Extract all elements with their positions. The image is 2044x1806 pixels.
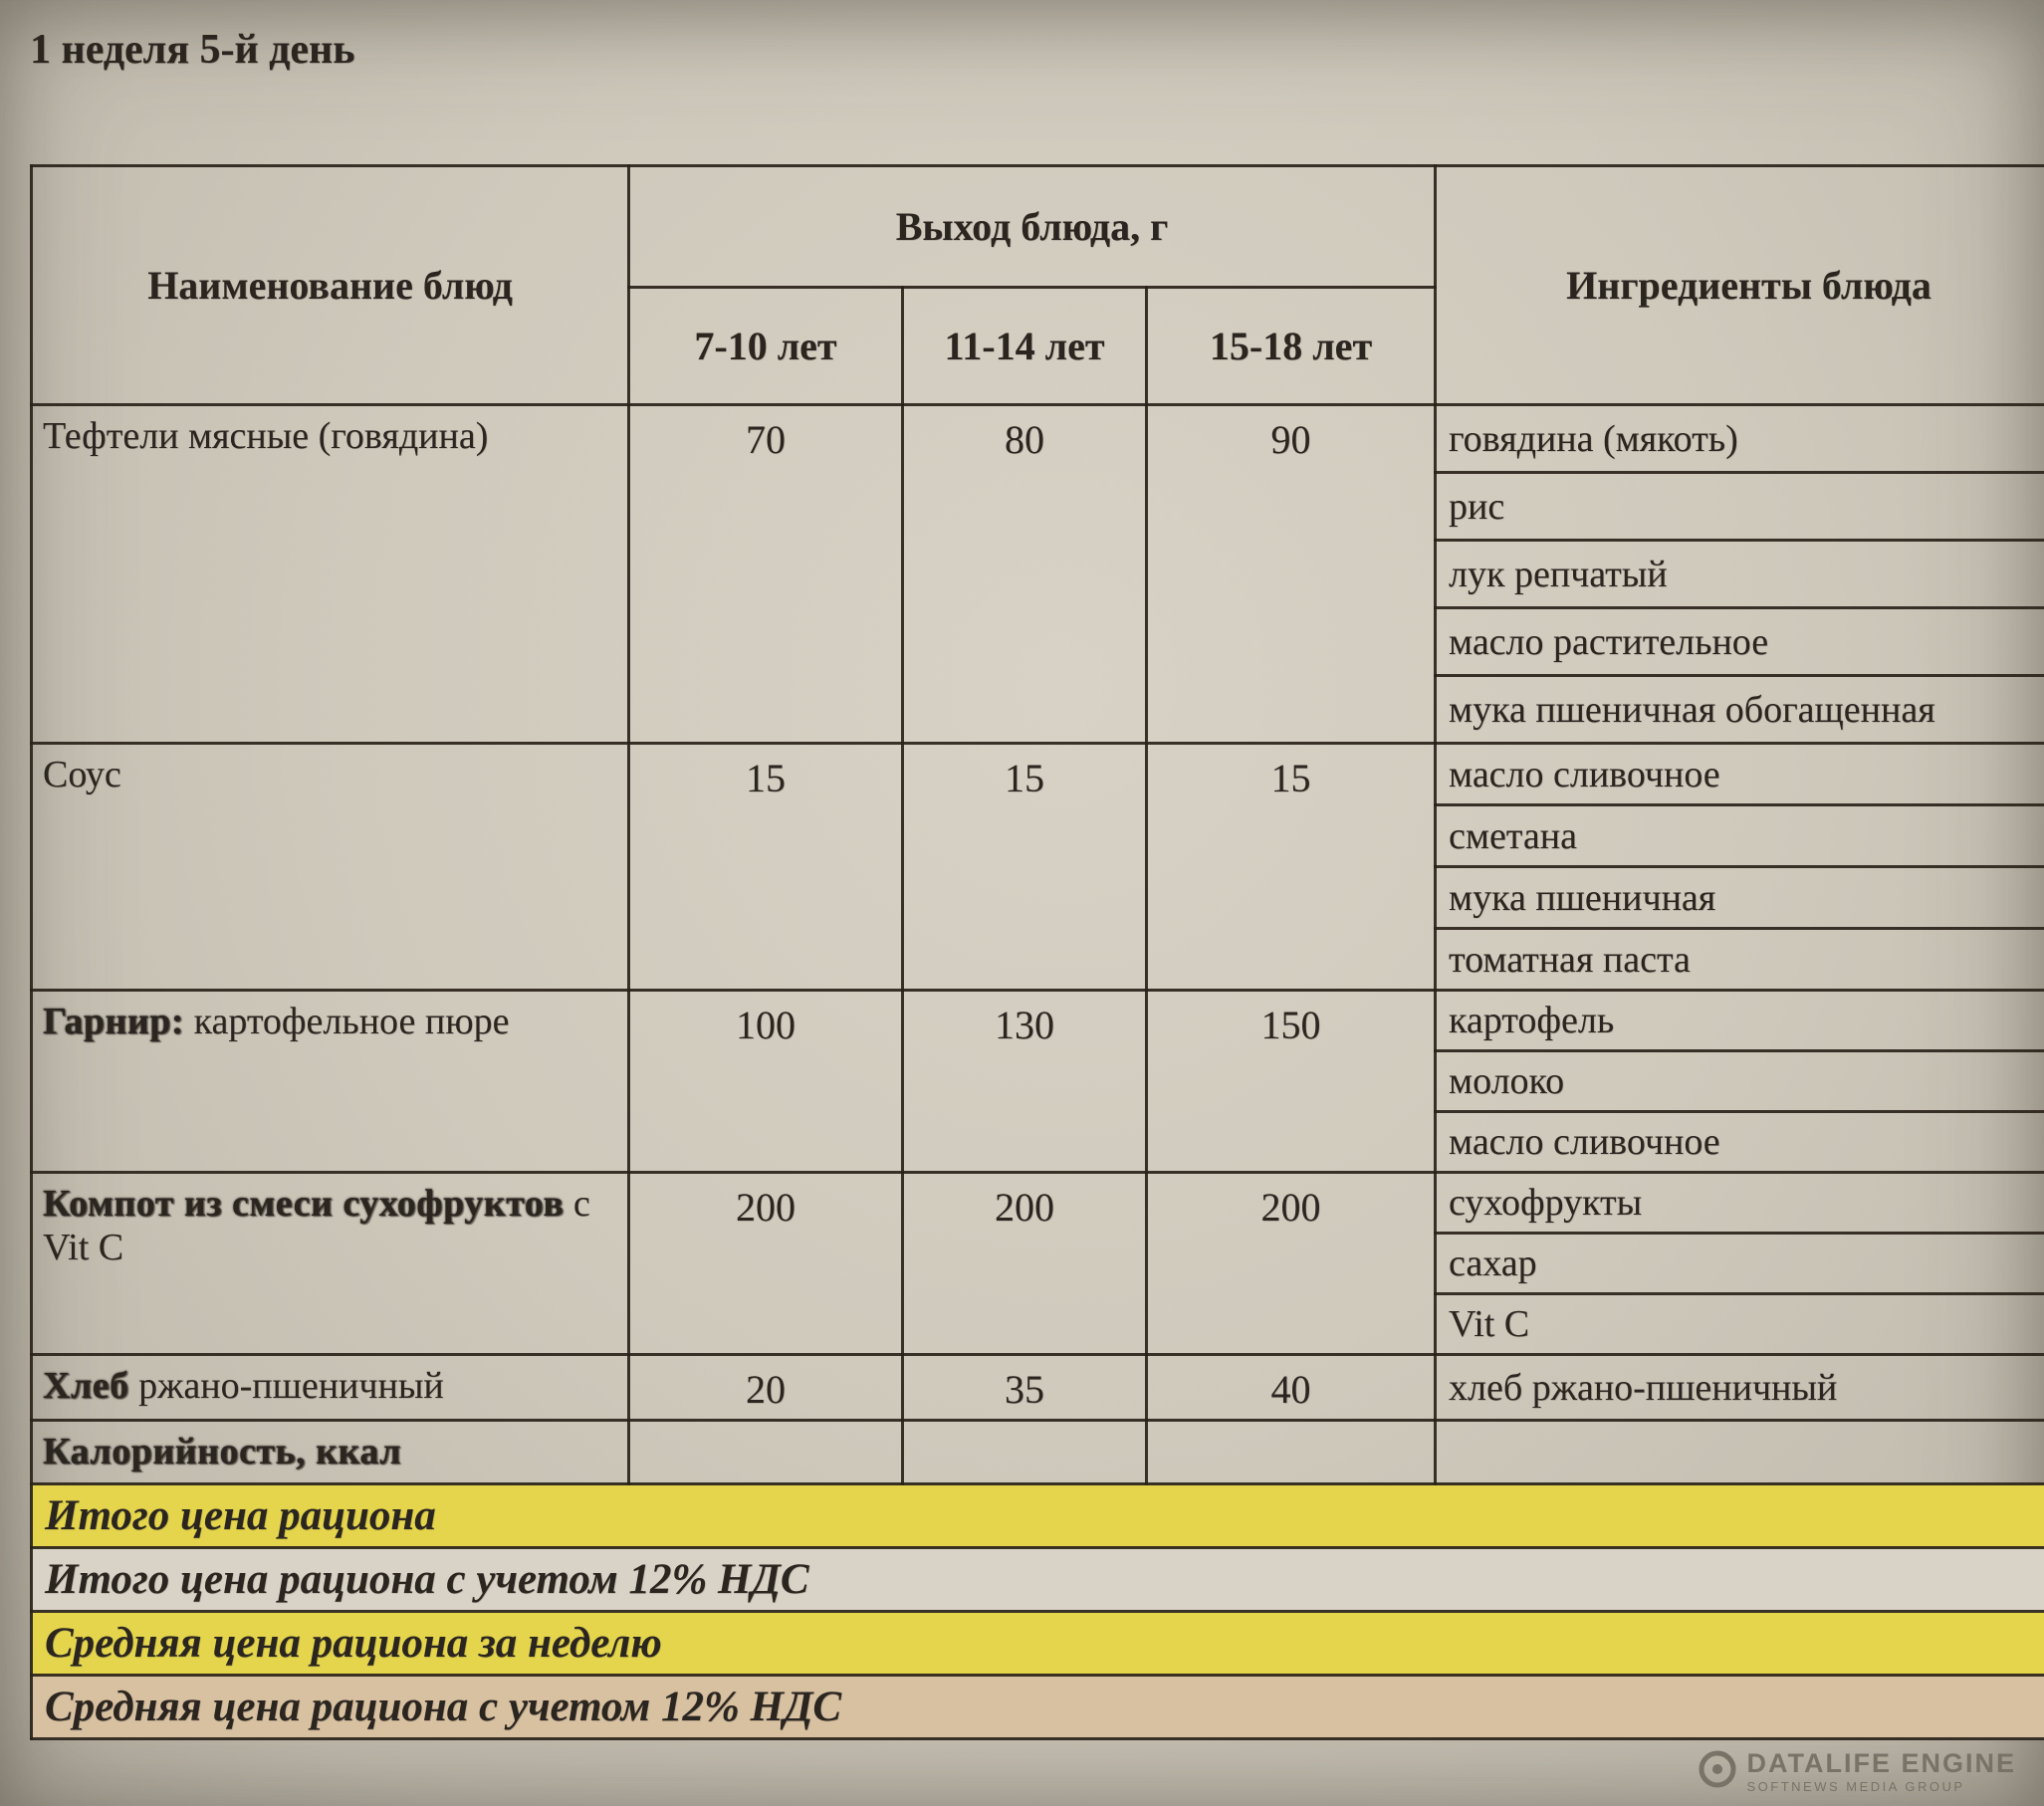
col-header-age-15-18: 15-18 лет bbox=[1147, 288, 1436, 405]
output-value-cell: 70 bbox=[629, 405, 903, 744]
watermark-subtitle: SOFTNEWS MEDIA GROUP bbox=[1746, 1779, 1965, 1794]
dish-name: Тефтели мясные (говядина) bbox=[43, 415, 489, 457]
output-value-cell: 15 bbox=[1147, 744, 1436, 991]
output-value-cell: 40 bbox=[1147, 1355, 1436, 1421]
ingredient-cell: лук репчатый bbox=[1436, 541, 2044, 608]
ingredient-cell: Vit C bbox=[1436, 1294, 2044, 1355]
ingredient-cell: масло сливочное bbox=[1436, 1112, 2044, 1173]
summary-row bbox=[32, 1676, 2044, 1739]
ingredient-cell: мука пшеничная bbox=[1436, 867, 2044, 929]
summary-label: Средняя цена рациона за неделю bbox=[45, 1620, 662, 1667]
output-value-cell: 35 bbox=[903, 1355, 1147, 1421]
summary-average-price-vat-cell bbox=[32, 1676, 2044, 1739]
summary-row bbox=[32, 1484, 2044, 1548]
calories-label-cell bbox=[32, 1421, 629, 1484]
col-header-output-group: Выход блюда, г bbox=[629, 166, 1436, 288]
summary-label: Средняя цена рациона с учетом 12% НДС bbox=[45, 1684, 842, 1730]
output-value-cell: 15 bbox=[903, 744, 1147, 991]
watermark bbox=[1698, 1749, 2017, 1794]
ingredient-cell: томатная паста bbox=[1436, 929, 2044, 991]
calories-label: Калорийность, ккал bbox=[43, 1431, 402, 1472]
datalife-engine-logo-icon bbox=[1698, 1749, 1737, 1794]
table-row bbox=[32, 1173, 2044, 1234]
dish-name-strong: Хлеб bbox=[43, 1365, 129, 1407]
output-value-cell: 20 bbox=[629, 1355, 903, 1421]
output-value-cell: 130 bbox=[903, 991, 1147, 1173]
ingredient-cell: говядина (мякоть) bbox=[1436, 405, 2044, 473]
ingredient-cell: мука пшеничная обогащенная bbox=[1436, 676, 2044, 744]
table-row bbox=[32, 744, 2044, 805]
dish-name-strong: Гарнир: bbox=[43, 1001, 185, 1042]
table-row bbox=[32, 991, 2044, 1051]
ingredient-cell: сметана bbox=[1436, 805, 2044, 867]
header-row-1 bbox=[32, 166, 2044, 288]
dish-name-cell bbox=[32, 1355, 629, 1421]
output-value-cell: 100 bbox=[629, 991, 903, 1173]
dish-name-cell bbox=[32, 744, 629, 991]
summary-row bbox=[32, 1548, 2044, 1612]
output-value-cell: 200 bbox=[629, 1173, 903, 1355]
calories-value-cell bbox=[903, 1421, 1147, 1484]
dish-name: Соус bbox=[43, 754, 121, 795]
calories-value-cell bbox=[1147, 1421, 1436, 1484]
output-value-cell: 200 bbox=[1147, 1173, 1436, 1355]
col-header-ingredients: Ингредиенты блюда bbox=[1436, 166, 2044, 405]
output-value-cell: 90 bbox=[1147, 405, 1436, 744]
calories-ingredient-cell bbox=[1436, 1421, 2044, 1484]
watermark-text bbox=[1747, 1750, 2017, 1793]
ingredient-cell: хлеб ржано-пшеничный bbox=[1436, 1355, 2044, 1421]
ingredient-cell: масло сливочное bbox=[1436, 744, 2044, 805]
output-value-cell: 200 bbox=[903, 1173, 1147, 1355]
table-row bbox=[32, 1355, 2044, 1421]
dish-name-strong: Компот из смеси сухофруктов bbox=[43, 1183, 565, 1225]
ingredient-cell: сахар bbox=[1436, 1234, 2044, 1294]
menu-table bbox=[30, 164, 2044, 1740]
dish-name-cell bbox=[32, 991, 629, 1173]
summary-average-price-cell bbox=[32, 1612, 2044, 1676]
dish-name-cell bbox=[32, 405, 629, 744]
dish-name-cell bbox=[32, 1173, 629, 1355]
calories-value-cell bbox=[629, 1421, 903, 1484]
summary-label: Итого цена рациона bbox=[45, 1492, 436, 1539]
table-row bbox=[32, 405, 2044, 473]
watermark-brand: DATALIFE ENGINE bbox=[1746, 1748, 2016, 1778]
dish-name: с Vit C bbox=[43, 1183, 590, 1268]
col-header-age-11-14: 11-14 лет bbox=[903, 288, 1147, 405]
dish-name: ржано-пшеничный bbox=[128, 1365, 444, 1407]
summary-row bbox=[32, 1612, 2044, 1676]
ingredient-cell: молоко bbox=[1436, 1051, 2044, 1112]
summary-total-price-vat-cell bbox=[32, 1548, 2044, 1612]
summary-total-price-cell bbox=[32, 1484, 2044, 1548]
col-header-age-7-10: 7-10 лет bbox=[629, 288, 903, 405]
ingredient-cell: масло растительное bbox=[1436, 608, 2044, 676]
output-value-cell: 150 bbox=[1147, 991, 1436, 1173]
col-header-dish: Наименование блюд bbox=[32, 166, 629, 405]
dish-name: картофельное пюре bbox=[184, 1001, 510, 1042]
ingredient-cell: сухофрукты bbox=[1436, 1173, 2044, 1234]
output-value-cell: 80 bbox=[903, 405, 1147, 744]
output-value-cell: 15 bbox=[629, 744, 903, 991]
calories-row bbox=[32, 1421, 2044, 1484]
page-title: 1 неделя 5-й день bbox=[30, 27, 355, 73]
ingredient-cell: рис bbox=[1436, 473, 2044, 541]
ingredient-cell: картофель bbox=[1436, 991, 2044, 1051]
summary-label: Итого цена рациона с учетом 12% НДС bbox=[45, 1556, 809, 1603]
